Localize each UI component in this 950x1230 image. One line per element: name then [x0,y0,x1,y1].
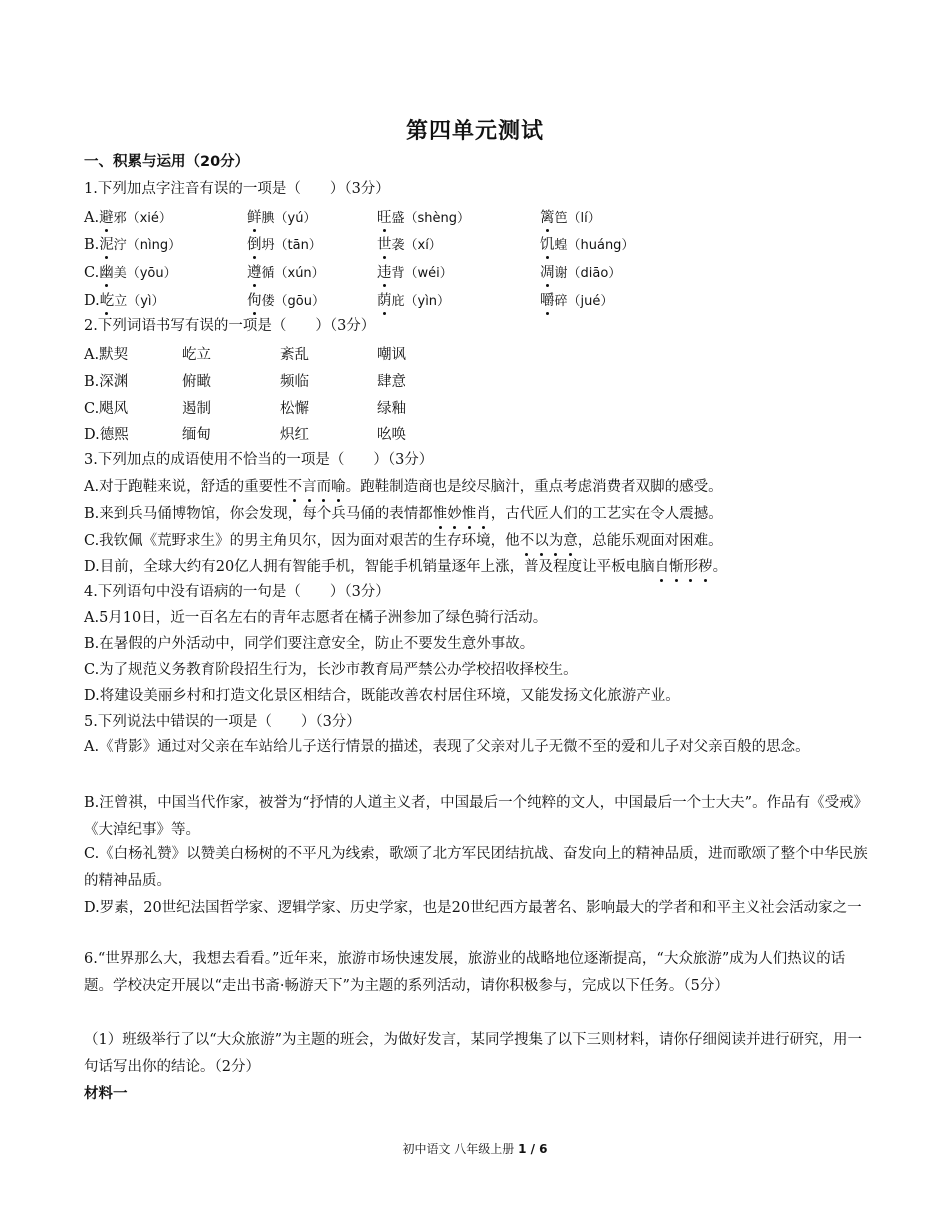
page-number: 1 / 6 [518,1142,548,1156]
question-4-option-d: D.将建设美丽乡村和打造文化景区相结合，既能改善农村居住环境，又能发扬文化旅游产业。 [84,688,680,704]
pinyin-item: A.避邪（xié） [84,206,172,227]
pinyin-item: 篱笆（lí） [540,206,601,227]
question-4-option-c: C.为了规范义务教育阶段招生行为，长沙市教育局严禁公办学校招收择校生。 [84,662,578,678]
question-2-option-row [84,423,870,443]
dotted-character: 以 [534,533,549,549]
dotted-character: 肖 [476,506,491,522]
material-heading: 材料一 [84,1086,128,1102]
word-item: 屹立 [182,347,211,363]
dotted-idiom [655,559,713,575]
dotted-character: 屹 [100,289,115,310]
question-4-stem: 4.下列语句中没有语病的一句是（ ）（3分） [84,584,390,600]
pinyin-item: D.屹立（yì） [84,289,165,310]
pinyin-item: 饥蝗（huáng） [540,233,634,254]
question-2-stem: 2.下列词语书写有误的一项是（ ）（3分） [84,318,376,334]
dotted-character: 泥 [99,233,114,254]
question-4-option-a: A.5月10日，近一百名左右的青年志愿者在橘子洲参加了绿色骑行活动。 [84,610,548,626]
word-item: B.深渊 [84,374,129,390]
dotted-character: 荫 [377,289,392,310]
dotted-character: 意 [563,533,578,549]
question-5-option-d: D.罗素，20世纪法国哲学家、逻辑学家、历史学家，也是20世纪西方最著名、影响最大的学者和和平主义社会活动家之一 [84,900,862,916]
question-2-option-row [84,370,870,390]
dotted-character: 惟 [432,506,448,522]
pinyin-item: C.幽美（yōu） [84,261,177,282]
question-5-option-c: C.《白杨礼赞》以赞美白杨树的不平凡为线索，歌颂了北方军民团结抗战、奋发向上的精神品质，进而歌颂了整个中华民族的精神品质。 [84,846,868,889]
question-3-option-b: B.来到兵马俑博物馆，你会发现，每个兵马俑的表情都惟妙惟肖，古代匠人们的工艺实在令人震撼。 [84,506,723,522]
dotted-character: 凋 [540,261,555,282]
word-item: 松懈 [280,401,309,417]
word-item: A.默契 [84,347,129,363]
dotted-character: 遵 [247,261,262,282]
dotted-character: 饥 [540,233,555,254]
word-item: 俯瞰 [182,374,211,390]
dotted-character: 秽 [698,559,713,575]
question-1-option-row [84,206,870,226]
dotted-character: 篱 [540,206,555,227]
dotted-character: 倒 [247,233,262,254]
pinyin-item: 嚼碎（jué） [540,289,613,310]
word-item: 吆唤 [377,427,406,443]
word-item: 频临 [280,374,309,390]
question-4-option-b: B.在暑假的户外活动中，同学们要注意安全，防止不要发生意外事故。 [84,636,535,652]
question-1-option-row [84,233,870,253]
word-item: 紊乱 [280,347,309,363]
dotted-character: 为 [548,533,564,549]
word-item: 肆意 [377,374,406,390]
word-item: 缅甸 [182,427,211,443]
dotted-character: 旺 [377,206,392,227]
dotted-character: 而 [316,479,332,495]
dotted-idiom [433,506,491,522]
pinyin-item: 倒坍（tān） [247,233,322,254]
dotted-character: 鲜 [247,206,262,227]
word-item: 炽红 [280,427,309,443]
question-2-option-row [84,343,870,363]
dotted-character: 喻 [331,479,346,495]
question-5-option-b: B.汪曾祺，中国当代作家，被誉为“抒情的人道主义者，中国最后一个纯粹的文人，中国最后一个士大夫”。作品有《受戒》《大淖纪事》等。 [84,795,869,838]
question-1-stem: 1.下列加点字注音有误的一项是（ ）（3分） [84,181,390,197]
word-item: D.德熙 [84,427,129,443]
dotted-character: 不 [287,479,303,495]
dotted-character: 言 [302,479,317,495]
question-3-option-c: C.我钦佩《荒野求生》的男主角贝尔，因为面对艰苦的生存环境，他不以为意，总能乐观面对困难。 [84,533,723,549]
word-item: 绿釉 [377,401,406,417]
question-5-stem: 5.下列说法中错误的一项是（ ）（3分） [84,714,361,730]
section-heading: 一、积累与运用（20分） [84,154,250,170]
word-item: 遏制 [182,401,211,417]
question-6-stem: 6.“世界那么大，我想去看看。”近年来，旅游市场快速发展，旅游业的战略地位逐渐提高，“大众旅游”成为人们热议的话题。学校决定开展以“走出书斋·畅游天下”为主题的系列活动，请你积极参与，完成以下任务。（5分） [84,951,846,994]
question-3-option-d: D.目前，全球大约有20亿人拥有智能手机，智能手机销量逐年上涨，普及程度让平板电脑自惭形秽。 [84,559,728,575]
pinyin-item: 遵循（xún） [247,261,325,282]
question-3-option-a: A.对于跑鞋来说，舒适的重要性不言而喻。跑鞋制造商也是绞尽脑汁，重点考虑消费者双脚的感受。 [84,479,723,495]
dotted-character: 形 [683,559,699,575]
dotted-character: 不 [519,533,535,549]
word-item: 嘲讽 [377,347,406,363]
dotted-character: 违 [377,261,392,282]
question-1-option-row [84,289,870,309]
question-5-option-a: A.《背影》通过对父亲在车站给儿子送行情景的描述，表现了父亲对儿子无微不至的爱和儿子对父亲百般的思念。 [84,739,810,755]
page-footer: 初中语文 八年级上册 1 / 6 [402,1142,548,1156]
dotted-character: 世 [377,233,392,254]
pinyin-item: 佝偻（gōu） [247,289,325,310]
question-1-option-row [84,261,870,281]
pinyin-item: B.泥泞（nìng） [84,233,181,254]
pinyin-item: 凋谢（diāo） [540,261,621,282]
dotted-character: 自 [654,559,670,575]
pinyin-item: 鲜腆（yú） [247,206,316,227]
dotted-character: 嚼 [540,289,555,310]
dotted-character: 幽 [99,261,114,282]
dotted-idiom [288,479,346,495]
dotted-character: 佝 [247,289,262,310]
word-item: C.飓风 [84,401,129,417]
dotted-character: 避 [99,206,114,227]
dotted-idiom [520,533,578,549]
page-title: 第四单元测试 [405,119,544,144]
pinyin-item: 世袭（xí） [377,233,442,254]
dotted-character: 惟 [461,506,477,522]
question-3-stem: 3.下列加点的成语使用不恰当的一项是（ ）（3分） [84,452,434,468]
question-6-subquestion-1: （1）班级举行了以“大众旅游”为主题的班会，为做好发言，某同学搜集了以下三则材料，请你仔细阅读并进行研究，用一句话写出你的结论。（2分） [84,1032,863,1075]
pinyin-item: 旺盛（shèng） [377,206,470,227]
dotted-character: 惭 [669,559,684,575]
question-2-option-row [84,397,870,417]
pinyin-item: 违背（wéi） [377,261,453,282]
dotted-character: 妙 [447,506,462,522]
pinyin-item: 荫庇（yìn） [377,289,450,310]
